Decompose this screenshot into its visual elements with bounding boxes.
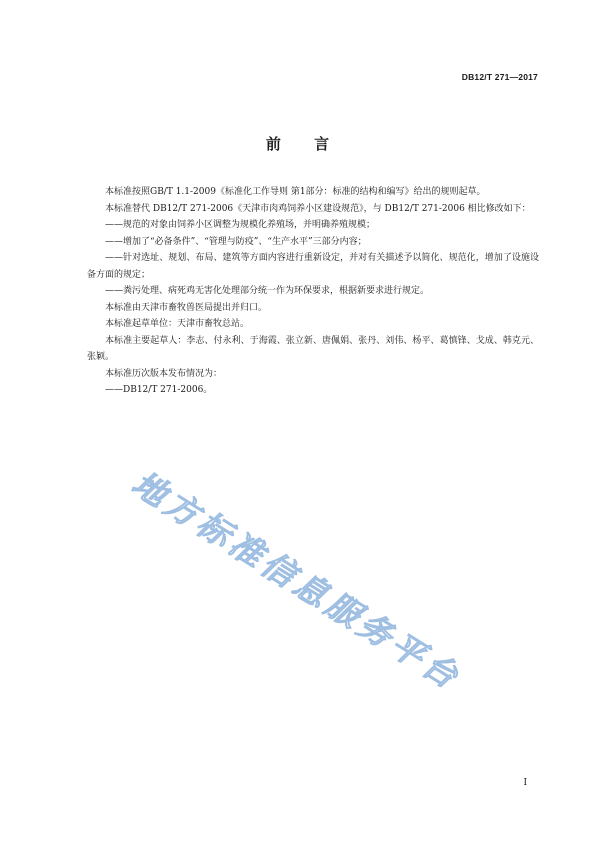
page-number: I	[523, 778, 527, 788]
document-id: DB12/T 271—2017	[461, 72, 538, 82]
paragraph: ——规范的对象由饲养小区调整为规模化养殖场，并明确养殖规模；	[105, 220, 376, 230]
watermark: 地方标准信息服务平台	[125, 463, 469, 698]
paragraph: ——增加了“必备条件”、“管理与防疫”、“生产水平”三部分内容；	[105, 236, 367, 247]
paragraph: 本标准历次版本发布情况为：	[105, 368, 223, 379]
paragraph: ——针对选址、规划、布局、建筑等方面内容进行重新设定，并对有关描述予以简化、规范化，增加了设施设备方面的规定；	[87, 253, 539, 280]
paragraph: ——DB12/T 271-2006。	[105, 385, 213, 395]
paragraph: 本标准由天津市畜牧兽医局提出并归口。	[105, 302, 268, 313]
paragraph: 本标准主要起草人：李志、付永利、于海霞、张立新、唐佩娟、张丹、刘伟、杨平、葛慎锋、戈成、韩克元、张颖。	[87, 335, 539, 362]
paragraph: 本标准按照GB/T 1.1-2009《标准化工作导则 第1部分：标准的结构和编写》给出的规则起草。	[105, 187, 486, 197]
foreword-body	[87, 184, 539, 399]
paragraph: 本标准起草单位：天津市畜牧总站。	[105, 319, 250, 329]
paragraph: ——粪污处理、病死鸡无害化处理部分统一作为环保要求，根据新要求进行规定。	[105, 286, 430, 296]
page-title: 前 言	[265, 135, 344, 153]
paragraph: 本标准替代 DB12/T 271-2006《天津市肉鸡饲养小区建设规范》，与 DB12/T 271-2006 相比修改如下：	[105, 203, 531, 214]
